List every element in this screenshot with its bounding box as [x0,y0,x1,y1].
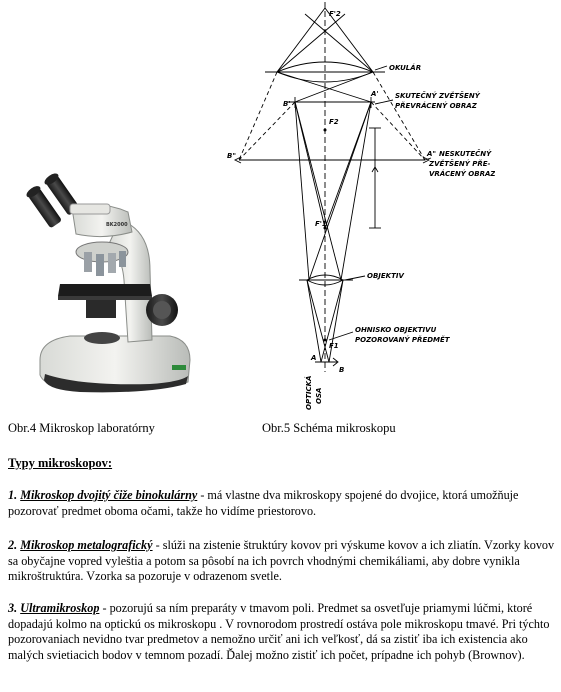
paragraph-text: - slúži na zistenie štruktúry kovov pri výskume kovov a ich zliatín. Vzorky kovov sa obyčajne vopred vyleštia a potom sa pôsobí na ich povrch vhodnými chemikáliami, aby dobre vynikla mikroštruktúra. Vzorka sa pozoruje v odrazenom svetle. [8,538,555,583]
section-heading: Typy mikroskopov: [8,456,113,470]
label-virtual-image-1: NESKUTEČNÝ [439,150,492,158]
label-focus-2: POZOROVANÝ PŘEDMĚT [355,336,450,344]
label-real-image-1: SKUTEČNÝ ZVĚTŠENÝ [395,92,480,100]
paragraph-ultramicroscope [8,601,556,663]
label-f2: F2 [329,118,339,126]
label-virtual-image-3: VRÁCENÝ OBRAZ [429,170,495,178]
label-f2-prime: F'2 [329,10,341,18]
label-b: B [339,366,345,374]
label-axis-1: OPTICKÁ [305,375,313,410]
caption-figure-5: Obr.5 Schéma mikroskopu [262,421,396,435]
microscope-photo [0,160,205,400]
label-axis-2: OSA [315,387,323,404]
microscope-schema-diagram [225,0,495,418]
label-objektiv: OBJEKTIV [367,272,404,280]
paragraph-term: Mikroskop dvojitý čiže binokulárny [20,488,198,502]
paragraph-number: 2. [8,538,18,552]
paragraph-number: 3. [8,601,18,615]
paragraph-term: Ultramikroskop [20,601,100,615]
label-b-prime: B' [283,100,291,108]
caption-figure-4: Obr.4 Mikroskop laboratórny [8,421,155,435]
label-a-prime: A' [371,90,379,98]
label-a-double: A" [427,150,437,158]
label-virtual-image-2: ZVĚTŠENÝ PŘE- [429,160,491,168]
label-a: A [311,354,317,362]
label-focus-1: OHNISKO OBJEKTIVU [355,326,437,334]
paragraph-metallographic [8,538,556,585]
label-b-double: B" [227,152,236,160]
paragraph-term: Mikroskop metalografický [20,538,153,552]
microscope-model-label: BK2000 [106,222,128,228]
paragraph-number: 1. [8,488,18,502]
label-okular: OKULÁR [389,64,422,72]
paragraph-binocular [8,488,556,519]
paragraph-text: - pozorujú sa ním preparáty v tmavom poli. Predmet sa osvetľuje priamymi lúčmi, ktoré dopadajú kolmo na optickú os mikroskopu . V rovnorodom prostredí ostáva pole mikroskopu tmavé. Pri týchto pozorovaniach nevidno tvar predmetov a nemožno určiť ani ich veľkosť, dá sa zistiť iba ich existencia ako malých svietiacich bodov v temnom pozadí. Ďalej možno zistiť ich počet, prípadne ich pohyb (Brownov). [8,601,550,662]
label-f1-prime: F'1 [315,220,327,228]
paragraph-text: - má vlastne dva mikroskopy spojené do dvojice, ktorá umožňuje pozorovať predmet oboma očami, takže ho vidíme priestorovo. [8,488,519,518]
label-f1: F1 [329,342,339,350]
label-real-image-2: PŘEVRÁCENÝ OBRAZ [395,102,477,110]
